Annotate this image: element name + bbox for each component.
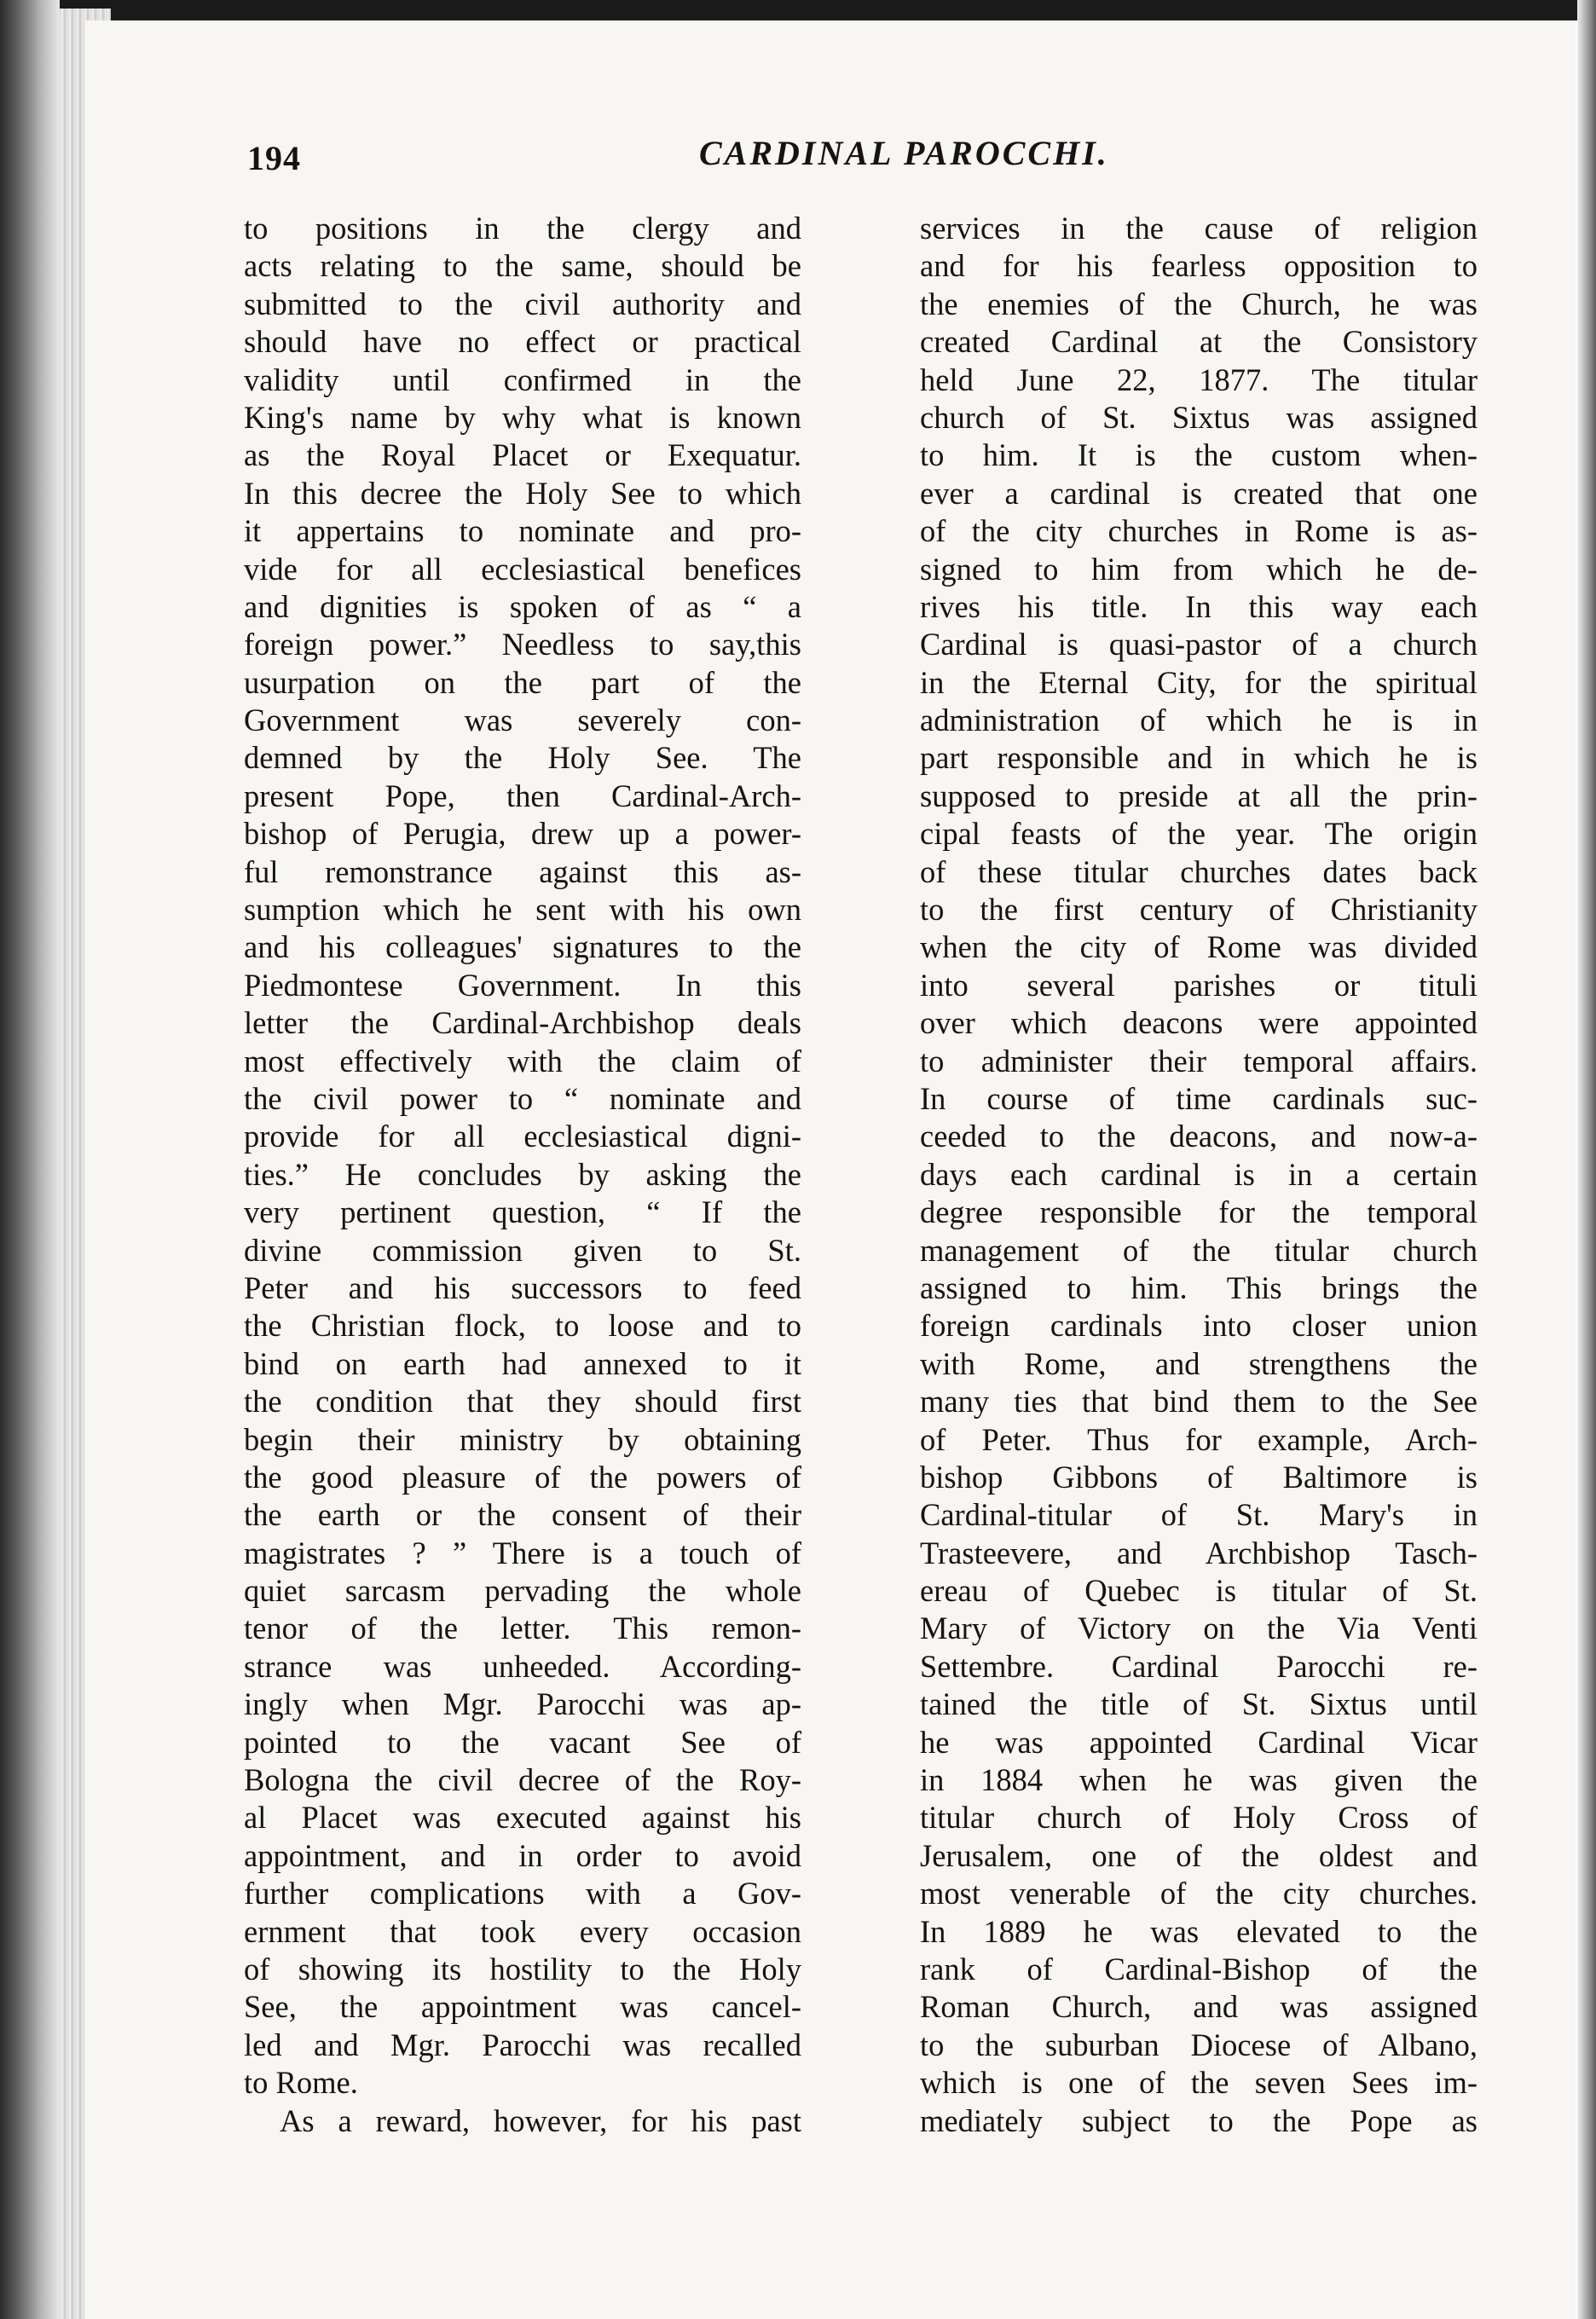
text-line: the enemies of the Church, he was xyxy=(920,286,1477,321)
text-line: strance was unheeded. According- xyxy=(244,1648,801,1684)
text-line: ceeded to the deacons, and now-a- xyxy=(920,1119,1477,1154)
text-line: tenor of the letter. This remon- xyxy=(244,1611,801,1646)
text-line: demned by the Holy See. The xyxy=(244,740,801,776)
text-line: Cardinal is quasi-pastor of a church xyxy=(920,627,1477,662)
text-line: to positions in the clergy and xyxy=(244,211,801,246)
text-line: to Rome. xyxy=(244,2065,358,2101)
text-line: bishop Gibbons of Baltimore is xyxy=(920,1459,1477,1495)
scan-right-edge xyxy=(1577,0,1596,2319)
text-line: sumption which he sent with his own xyxy=(244,892,801,928)
text-line: In course of time cardinals suc- xyxy=(920,1080,1477,1116)
text-line: vide for all ecclesiastical benefices xyxy=(244,551,801,587)
text-line: tained the title of St. Sixtus until xyxy=(920,1686,1477,1722)
text-line: administration of which he is in xyxy=(920,703,1477,738)
text-line: ereau of Quebec is titular of St. xyxy=(920,1573,1477,1609)
text-line: ingly when Mgr. Parocchi was ap- xyxy=(244,1686,801,1722)
text-line: with Rome, and strengthens the xyxy=(920,1345,1477,1381)
text-line: of the city churches in Rome is as- xyxy=(920,513,1477,549)
text-line: into several parishes or tituli xyxy=(920,967,1477,1003)
text-line: rives his title. In this way each xyxy=(920,588,1477,624)
text-line: assigned to him. This brings the xyxy=(920,1269,1477,1305)
text-line: Peter and his successors to feed xyxy=(244,1269,801,1305)
text-line: present Pope, then Cardinal-Arch- xyxy=(244,778,801,813)
text-line: Piedmontese Government. In this xyxy=(244,967,801,1003)
text-line: appointment, and in order to avoid xyxy=(244,1837,801,1873)
text-line: ties.” He concludes by asking the xyxy=(244,1156,801,1192)
text-line: In this decree the Holy See to which xyxy=(244,475,801,511)
binding-shadow xyxy=(0,0,60,2319)
text-line: of showing its hostility to the Holy xyxy=(244,1951,801,1986)
text-line: usurpation on the part of the xyxy=(244,664,801,700)
text-line: divine commission given to St. xyxy=(244,1232,801,1268)
text-line: and for his fearless opposition to xyxy=(920,248,1477,284)
text-line: and his colleagues' signatures to the xyxy=(244,929,801,965)
text-line: to him. It is the custom when- xyxy=(920,437,1477,473)
text-line: Jerusalem, one of the oldest and xyxy=(920,1837,1477,1873)
text-line: foreign power.” Needless to say,this xyxy=(244,627,801,662)
text-line: in the Eternal City, for the spiritual xyxy=(920,664,1477,700)
text-line: most effectively with the claim of xyxy=(244,1043,801,1079)
text-line: See, the appointment was cancel- xyxy=(244,1989,801,2025)
text-line: many ties that bind them to the See xyxy=(920,1384,1477,1420)
text-line: letter the Cardinal-Archbishop deals xyxy=(244,1005,801,1041)
text-line: acts relating to the same, should be xyxy=(244,248,801,284)
text-line: As a reward, however, for his past xyxy=(280,2102,801,2138)
text-line: magistrates ? ” There is a touch of xyxy=(244,1535,801,1570)
text-line: the earth or the consent of their xyxy=(244,1497,801,1533)
text-line: Government was severely con- xyxy=(244,703,801,738)
text-line: King's name by why what is known xyxy=(244,399,801,435)
text-line: it appertains to nominate and pro- xyxy=(244,513,801,549)
text-line: to the first century of Christianity xyxy=(920,892,1477,928)
scan-top-edge xyxy=(0,0,1596,20)
text-line: Mary of Victory on the Via Venti xyxy=(920,1611,1477,1646)
text-line: pointed to the vacant See of xyxy=(244,1724,801,1760)
text-line: created Cardinal at the Consistory xyxy=(920,324,1477,360)
text-line: management of the titular church xyxy=(920,1232,1477,1268)
text-line: as the Royal Placet or Exequatur. xyxy=(244,437,801,473)
text-line: services in the cause of religion xyxy=(920,211,1477,246)
text-line: to the suburban Diocese of Albano, xyxy=(920,2027,1477,2062)
text-line: In 1889 he was elevated to the xyxy=(920,1913,1477,1949)
text-line: foreign cardinals into closer union xyxy=(920,1308,1477,1344)
text-line: of Peter. Thus for example, Arch- xyxy=(920,1421,1477,1457)
text-line: provide for all ecclesiastical digni- xyxy=(244,1119,801,1154)
text-line: Settembre. Cardinal Parocchi re- xyxy=(920,1648,1477,1684)
text-line: over which deacons were appointed xyxy=(920,1005,1477,1041)
text-line: signed to him from which he de- xyxy=(920,551,1477,587)
text-line: further complications with a Gov- xyxy=(244,1876,801,1911)
text-line: the Christian flock, to loose and to xyxy=(244,1308,801,1344)
text-line: rank of Cardinal-Bishop of the xyxy=(920,1951,1477,1986)
text-line: the civil power to “ nominate and xyxy=(244,1080,801,1116)
running-title: CARDINAL PAROCCHI. xyxy=(699,134,1109,172)
text-line: submitted to the civil authority and xyxy=(244,286,801,321)
text-line: mediately subject to the Pope as xyxy=(920,2102,1477,2138)
text-line: Roman Church, and was assigned xyxy=(920,1989,1477,2025)
text-line: validity until confirmed in the xyxy=(244,361,801,397)
text-line: ful remonstrance against this as- xyxy=(244,853,801,889)
text-line: ever a cardinal is created that one xyxy=(920,475,1477,511)
text-line: Bologna the civil decree of the Roy- xyxy=(244,1762,801,1798)
text-line: the condition that they should first xyxy=(244,1384,801,1420)
text-line: supposed to preside at all the prin- xyxy=(920,778,1477,813)
text-line: most venerable of the city churches. xyxy=(920,1876,1477,1911)
text-line: should have no effect or practical xyxy=(244,324,801,360)
text-line: quiet sarcasm pervading the whole xyxy=(244,1573,801,1609)
text-line: cipal feasts of the year. The origin xyxy=(920,816,1477,852)
text-line: and dignities is spoken of as “ a xyxy=(244,588,801,624)
text-line: degree responsible for the temporal xyxy=(920,1194,1477,1230)
text-line: to administer their temporal affairs. xyxy=(920,1043,1477,1079)
text-line: which is one of the seven Sees im- xyxy=(920,2065,1477,2101)
text-line: of these titular churches dates back xyxy=(920,853,1477,889)
right-column xyxy=(920,210,1477,2140)
text-line: bishop of Perugia, drew up a power- xyxy=(244,816,801,852)
text-line: ernment that took every occasion xyxy=(244,1913,801,1949)
text-line: when the city of Rome was divided xyxy=(920,929,1477,965)
text-line: in 1884 when he was given the xyxy=(920,1762,1477,1798)
text-line: part responsible and in which he is xyxy=(920,740,1477,776)
text-line: Cardinal-titular of St. Mary's in xyxy=(920,1497,1477,1533)
page-number: 194 xyxy=(247,139,301,177)
text-line: led and Mgr. Parocchi was recalled xyxy=(244,2027,801,2062)
text-line: church of St. Sixtus was assigned xyxy=(920,399,1477,435)
text-line: very pertinent question, “ If the xyxy=(244,1194,801,1230)
text-line: Trasteevere, and Archbishop Tasch- xyxy=(920,1535,1477,1570)
text-line: bind on earth had annexed to it xyxy=(244,1345,801,1381)
left-column xyxy=(244,210,801,2140)
text-line: the good pleasure of the powers of xyxy=(244,1459,801,1495)
text-line: begin their ministry by obtaining xyxy=(244,1421,801,1457)
text-line: titular church of Holy Cross of xyxy=(920,1800,1477,1836)
text-line: he was appointed Cardinal Vicar xyxy=(920,1724,1477,1760)
text-line: days each cardinal is in a certain xyxy=(920,1156,1477,1192)
text-line: held June 22, 1877. The titular xyxy=(920,361,1477,397)
text-line: al Placet was executed against his xyxy=(244,1800,801,1836)
